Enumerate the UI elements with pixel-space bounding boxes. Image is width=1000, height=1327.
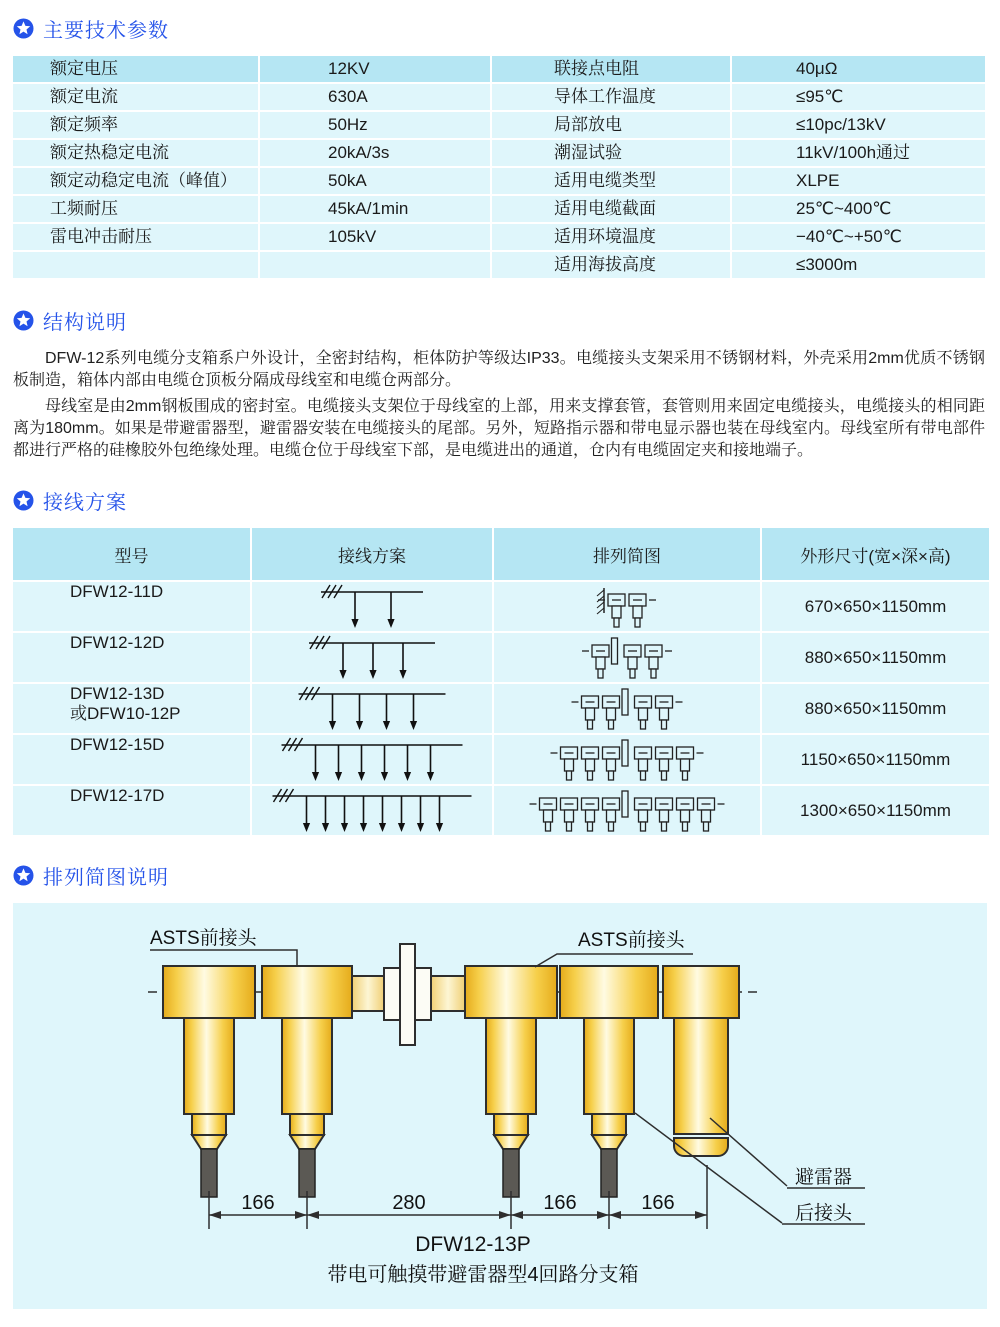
arrangement-cell <box>494 684 760 733</box>
wiring-scheme-diagram <box>257 583 487 631</box>
technical-parameters-table <box>13 56 987 278</box>
wiring-scheme-cell <box>252 582 492 631</box>
param-value <box>260 252 490 278</box>
arrangement-mini-diagram <box>497 685 757 733</box>
bushing-flange <box>384 968 400 1020</box>
param-label: 局部放电 <box>492 112 730 138</box>
param-value: 40μΩ <box>732 56 985 82</box>
dimensions-cell: 1300×650×1150mm <box>762 786 989 835</box>
arrangement-mini-diagram <box>497 583 757 631</box>
model-name: DFW12-17D <box>70 786 165 805</box>
front-connector <box>163 966 255 1197</box>
dimensions-cell: 880×650×1150mm <box>762 633 989 682</box>
wiring-scheme-table <box>13 528 987 580</box>
param-label: 额定电流 <box>13 84 258 110</box>
param-value: XLPE <box>732 168 985 194</box>
dimensions-cell: 880×650×1150mm <box>762 684 989 733</box>
figure-caption: 带电可触摸带避雷器型4回路分支箱 <box>327 1264 639 1286</box>
front-connector-label: ASTS前接头 <box>150 928 257 949</box>
param-value: 630A <box>260 84 490 110</box>
star-badge-icon <box>13 18 34 39</box>
section-header-wiring <box>13 486 987 515</box>
model-cell <box>13 786 250 835</box>
busbar-link <box>352 976 384 1011</box>
param-label: 适用环境温度 <box>492 224 730 250</box>
param-label: 导体工作温度 <box>492 84 730 110</box>
dimensions-cell: 670×650×1150mm <box>762 582 989 631</box>
bushing-plate <box>400 944 415 1045</box>
model-cell <box>13 582 250 631</box>
param-value: ≤3000m <box>732 252 985 278</box>
arrangement-mini-diagram <box>497 787 757 835</box>
arrangement-cell <box>494 735 760 784</box>
wiring-scheme-diagram <box>257 634 487 682</box>
wiring-scheme-rows <box>13 582 987 835</box>
param-label: 适用电缆截面 <box>492 196 730 222</box>
dimensions-cell: 1150×650×1150mm <box>762 735 989 784</box>
param-value: 45kA/1min <box>260 196 490 222</box>
arrester-unit <box>663 966 739 1156</box>
arrangement-mini-diagram <box>497 736 757 784</box>
wiring-scheme-cell <box>252 735 492 784</box>
param-label: 额定动稳定电流（峰值） <box>13 168 258 194</box>
param-label: 工频耐压 <box>13 196 258 222</box>
param-label: 适用电缆类型 <box>492 168 730 194</box>
section-header-params <box>13 14 987 43</box>
wiring-scheme-diagram <box>257 736 487 784</box>
wiring-scheme-diagram <box>257 685 487 733</box>
structure-paragraph: 母线室是由2mm钢板围成的密封室。电缆接头支架位于母线室的上部，用来支撑套管，套管则用来固定电缆接头，电缆接头的相同距离为180mm。如果是带避雷器型，避雷器安装在电缆接头的尾部。另外，短路指示器和带电显示器也装在母线室内。母线室所有带电部件都进行严格的硅橡胶外包绝缘处理。电缆仓位于母线室下部，是电缆进出的通道，仓内有电缆固定夹和接地端子。 <box>13 398 985 459</box>
dimension-value: 166 <box>543 1192 577 1214</box>
arrangement-diagram <box>13 903 987 1309</box>
param-label: 雷电冲击耐压 <box>13 224 258 250</box>
arrangement-cell <box>494 786 760 835</box>
section-title: 主要技术参数 <box>43 20 169 42</box>
star-badge-icon <box>13 310 34 331</box>
model-cell <box>13 735 250 784</box>
param-value: 50Hz <box>260 112 490 138</box>
param-label <box>13 252 258 278</box>
model-name: DFW12-12D <box>70 633 165 652</box>
model-cell <box>13 684 250 733</box>
dimension-extension-lines <box>209 1165 707 1229</box>
param-label: 联接点电阻 <box>492 56 730 82</box>
dimension-value: 280 <box>392 1192 426 1214</box>
arrangement-mini-diagram <box>497 634 757 682</box>
model-cell <box>13 633 250 682</box>
dimension-value: 166 <box>641 1192 675 1214</box>
section-title: 接线方案 <box>43 492 127 514</box>
rear-connector <box>560 966 658 1197</box>
section-title: 结构说明 <box>43 312 127 334</box>
wiring-scheme-diagram <box>257 787 487 835</box>
figure-model-label: DFW12-13P <box>415 1233 531 1256</box>
column-header-scheme: 接线方案 <box>252 528 492 580</box>
front-connector-label: ASTS前接头 <box>578 930 685 951</box>
structure-paragraph: DFW-12系列电缆分支箱系户外设计，全密封结构，柜体防护等级达IP33。电缆接头支架采用不锈钢材料，外壳采用2mm优质不锈钢板制造，箱体内部由电缆仓顶板分隔成母线室和电缆仓两部分。 <box>13 350 985 389</box>
star-badge-icon <box>13 490 34 511</box>
wiring-scheme-cell <box>252 633 492 682</box>
model-name: DFW12-11D <box>70 582 164 601</box>
bushing-flange <box>415 968 431 1020</box>
arrangement-cell <box>494 633 760 682</box>
column-header-arrangement: 排列简图 <box>494 528 760 580</box>
front-connector <box>262 966 352 1197</box>
busbar-link <box>431 976 465 1011</box>
param-value: 11kV/100h通过 <box>732 140 985 166</box>
wiring-scheme-cell <box>252 786 492 835</box>
star-badge-icon <box>13 865 34 886</box>
param-value: −40℃~+50℃ <box>732 224 985 250</box>
column-header-dimensions: 外形尺寸(宽×深×高) <box>762 528 989 580</box>
model-alt-name: 或DFW10-12P <box>70 704 181 723</box>
section-header-arrangement <box>13 861 987 890</box>
param-value: ≤95℃ <box>732 84 985 110</box>
param-label: 潮湿试验 <box>492 140 730 166</box>
dimension-value: 166 <box>241 1192 275 1214</box>
wiring-scheme-cell <box>252 684 492 733</box>
leader-line <box>150 950 297 966</box>
model-name: DFW12-15D <box>70 735 165 754</box>
param-value: 20kA/3s <box>260 140 490 166</box>
front-connector <box>465 966 557 1197</box>
param-label: 额定热稳定电流 <box>13 140 258 166</box>
param-value: 105kV <box>260 224 490 250</box>
param-label: 额定电压 <box>13 56 258 82</box>
param-label: 适用海拔高度 <box>492 252 730 278</box>
model-name: DFW12-13D <box>70 684 165 703</box>
arrangement-figure-panel <box>13 903 987 1309</box>
param-value: ≤10pc/13kV <box>732 112 985 138</box>
rear-connector-label: 后接头 <box>795 1203 853 1224</box>
arrangement-cell <box>494 582 760 631</box>
param-value: 25℃~400℃ <box>732 196 985 222</box>
param-value: 12KV <box>260 56 490 82</box>
column-header-model: 型号 <box>13 528 250 580</box>
section-header-structure <box>13 306 987 335</box>
arrester-label: 避雷器 <box>795 1167 853 1188</box>
param-value: 50kA <box>260 168 490 194</box>
section-title: 排列简图说明 <box>43 867 169 889</box>
param-label: 额定频率 <box>13 112 258 138</box>
